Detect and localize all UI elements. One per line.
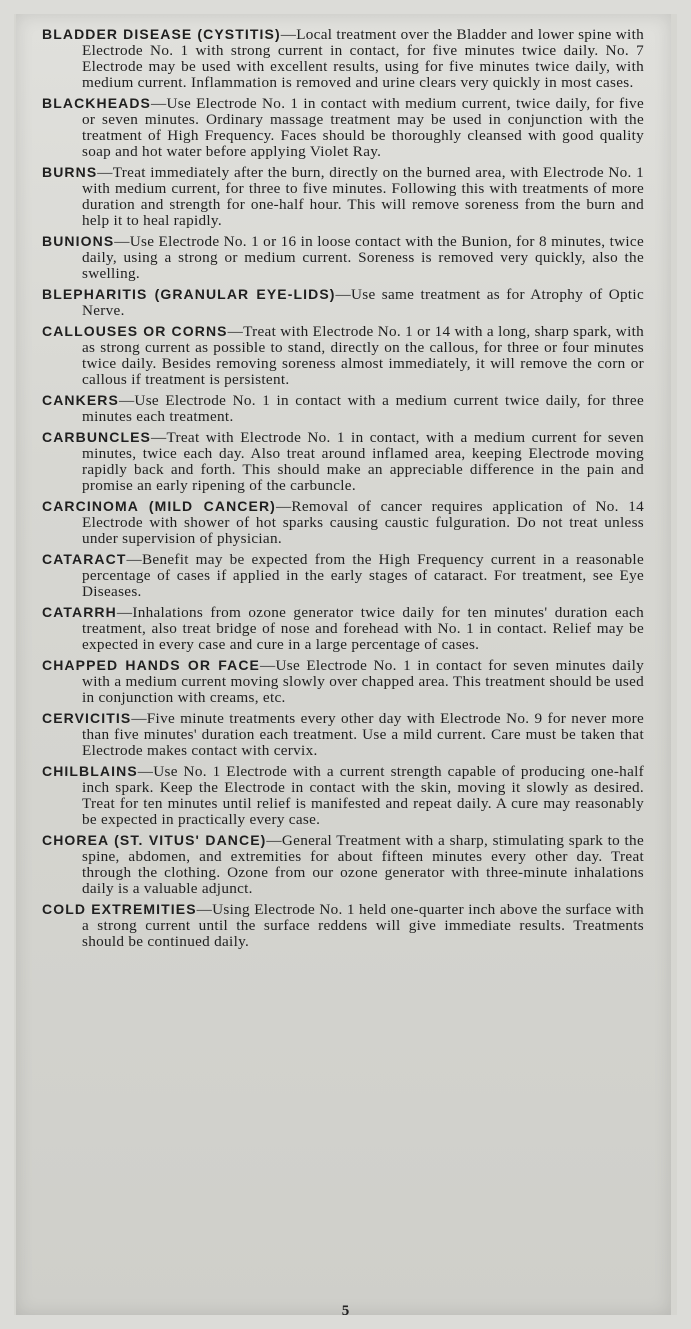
entry-carcinoma xyxy=(42,498,644,547)
entry-term: BLACKHEADS xyxy=(42,95,151,111)
entry-chilblains xyxy=(42,763,644,828)
entry-term: CHAPPED HANDS OR FACE xyxy=(42,657,260,673)
entry-term: CERVICITIS xyxy=(42,710,132,726)
entry-carbuncles xyxy=(42,429,644,494)
entry-chorea xyxy=(42,832,644,897)
entry-text: —Using Electrode No. 1 held one-quarter inch above the surface with a strong current until the surface reddens will give immediate results. Treatments should be continued daily. xyxy=(82,901,644,950)
entry-term: CATARRH xyxy=(42,604,117,620)
entry-text: —Benefit may be expected from the High Frequency current in a reasonable percentage of cases if applied in the early stages of cataract. For treatment, see Eye Diseases. xyxy=(82,551,644,600)
entry-cervicitis xyxy=(42,710,644,759)
page-number: 5 xyxy=(341,1303,350,1319)
entry-text: —Treat immediately after the burn, directly on the burned area, with Electrode No. 1 with medium current, for three to five minutes. Following this with treatments of more duration and strength for one-half hour. This will remove soreness from the burn and help it to heal rapidly. xyxy=(82,164,644,229)
entry-term: CARBUNCLES xyxy=(42,429,151,445)
entry-term: BLEPHARITIS (GRANULAR EYE-LIDS) xyxy=(42,286,336,302)
entry-text: —Treat with Electrode No. 1 in contact, with a medium current for seven minutes, twice each day. Also treat around inflamed area, keeping Electrode moving rapidly back and forth. This should make an appreciable difference in the pain and promise an early ripening of the carbuncle. xyxy=(82,429,644,494)
entry-term: CARCINOMA (MILD CANCER) xyxy=(42,498,276,514)
entry-text: —Use No. 1 Electrode with a current strength capable of producing one-half inch spark. Keep the Electrode in contact with the skin, moving it slowly as desired. Treat for ten minutes until relief is manifested and repeat daily. A cure may reasonably be expected in practically every case. xyxy=(82,763,644,828)
entry-term: CHOREA (ST. VITUS' DANCE) xyxy=(42,832,267,848)
entry-cankers xyxy=(42,392,644,425)
entry-blackheads xyxy=(42,95,644,160)
entry-term: CHILBLAINS xyxy=(42,763,138,779)
entry-bunions xyxy=(42,233,644,282)
entry-text: —Five minute treatments every other day with Electrode No. 9 for never more than five minutes' duration each treatment. Use a mild current. Care must be taken that Electrode makes contact with cervix. xyxy=(82,710,644,759)
entry-text: —Use Electrode No. 1 in contact with medium current, twice daily, for five or seven minutes. Ordinary massage treatment may be used in conjunction with the treatment of High Frequency. Faces should be thoroughly cleansed with good quality soap and hot water before applying Violet Ray. xyxy=(82,95,644,160)
entry-term: COLD EXTREMITIES xyxy=(42,901,197,917)
entry-catarrh xyxy=(42,604,644,653)
entry-term: BLADDER DISEASE (CYSTITIS) xyxy=(42,26,281,42)
entry-text: —Use Electrode No. 1 in contact for seven minutes daily with a medium current moving slowly over chapped area. This treatment should be used in conjunction with creams, etc. xyxy=(82,657,644,706)
entry-bladder-disease xyxy=(42,26,644,91)
entry-text: —General Treatment with a sharp, stimulating spark to the spine, abdomen, and extremities for about fifteen minutes every other day. Treat through the clothing. Ozone from our ozone generator with three-minute inhalations daily is a valuable adjunct. xyxy=(82,832,644,897)
entry-term: CANKERS xyxy=(42,392,119,408)
entry-term: CALLOUSES OR CORNS xyxy=(42,323,228,339)
entry-text: —Inhalations from ozone generator twice daily for ten minutes' duration each treatment, also treat bridge of nose and forehead with No. 1 in contact. Relief may be expected in every case and cure in a large percentage of cases. xyxy=(82,604,644,653)
entry-callouses xyxy=(42,323,644,388)
entry-text: —Use Electrode No. 1 or 16 in loose contact with the Bunion, for 8 minutes, twice daily, using a strong or medium current. Soreness is removed very quickly, also the swelling. xyxy=(82,233,644,282)
entry-term: BURNS xyxy=(42,164,98,180)
entry-cold-extremities xyxy=(42,901,644,950)
entry-text: —Use same treatment as for Atrophy of Optic Nerve. xyxy=(82,286,644,319)
entry-burns xyxy=(42,164,644,229)
entry-term: CATARACT xyxy=(42,551,127,567)
entries-list xyxy=(42,26,644,954)
entry-text: —Treat with Electrode No. 1 or 14 with a long, sharp spark, with as strong current as possible to stand, directly on the callous, for three or four minutes twice daily. Besides removing soreness almost immediately, it will remove the corn or callous if treatment is persistent. xyxy=(82,323,644,388)
entry-cataract xyxy=(42,551,644,600)
entry-text: —Use Electrode No. 1 in contact with a medium current twice daily, for three minutes each treatment. xyxy=(82,392,644,425)
entry-chapped-hands xyxy=(42,657,644,706)
entry-text: —Local treatment over the Bladder and lower spine with Electrode No. 1 with strong current in contact, for five minutes twice daily. No. 7 Electrode may be used with excellent results, using for five minutes twice daily, with medium current. Inflammation is removed and urine clears very quickly in most cases. xyxy=(82,26,644,91)
entry-term: BUNIONS xyxy=(42,233,115,249)
entry-blepharitis xyxy=(42,286,644,319)
entry-text: —Removal of cancer requires application of No. 14 Electrode with shower of hot sparks causing caustic fulguration. Do not treat unless under supervision of physician. xyxy=(82,498,645,547)
